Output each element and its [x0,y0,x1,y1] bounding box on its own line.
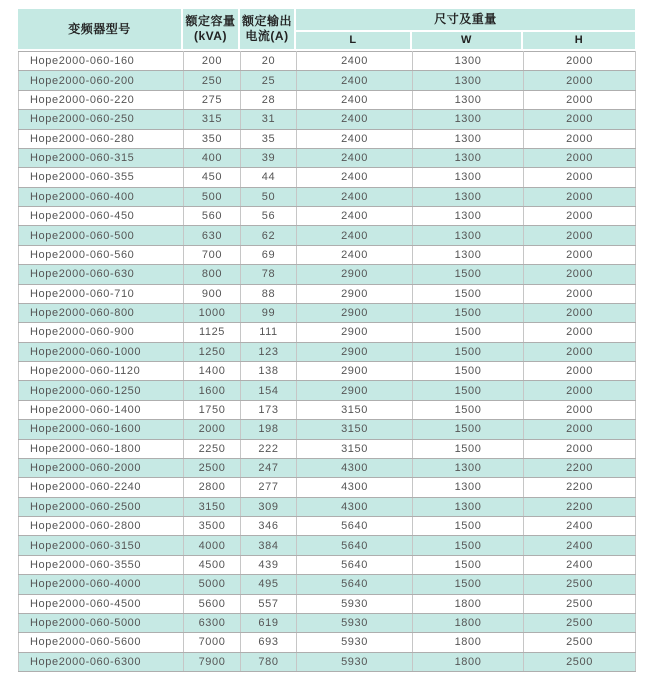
cell-h: 2000 [524,303,636,322]
cell-w: 1300 [413,497,524,516]
cell-model: Hope2000-060-560 [19,245,184,264]
cell-l: 2400 [297,245,413,264]
cell-amps: 138 [241,362,297,381]
cell-h: 2500 [524,594,636,613]
cell-l: 2400 [297,110,413,129]
table-body [19,52,636,672]
cell-w: 1500 [413,517,524,536]
table-row [19,400,636,419]
cell-w: 1500 [413,555,524,574]
cell-amps: 222 [241,439,297,458]
table-row [19,148,636,167]
cell-kva: 1000 [184,303,241,322]
cell-l: 5640 [297,555,413,574]
cell-w: 1300 [413,71,524,90]
cell-l: 2900 [297,303,413,322]
cell-l: 5640 [297,536,413,555]
header-capacity-line1: 额定容量 [185,14,236,28]
table-row [19,458,636,477]
cell-kva: 1250 [184,342,241,361]
cell-l: 2400 [297,168,413,187]
cell-kva: 3150 [184,497,241,516]
cell-amps: 50 [241,187,297,206]
cell-l: 2900 [297,323,413,342]
cell-w: 1300 [413,458,524,477]
cell-amps: 693 [241,633,297,652]
cell-kva: 7900 [184,652,241,671]
table-row [19,110,636,129]
cell-w: 1300 [413,478,524,497]
cell-model: Hope2000-060-900 [19,323,184,342]
cell-kva: 400 [184,148,241,167]
cell-amps: 619 [241,613,297,632]
cell-h: 2000 [524,52,636,71]
header-length: L [296,32,410,49]
cell-l: 5640 [297,517,413,536]
header-current-line2: 电流(A) [245,29,289,43]
cell-model: Hope2000-060-160 [19,52,184,71]
table-row [19,478,636,497]
cell-w: 1500 [413,536,524,555]
cell-h: 2000 [524,71,636,90]
cell-model: Hope2000-060-200 [19,71,184,90]
cell-amps: 495 [241,575,297,594]
cell-h: 2500 [524,575,636,594]
cell-kva: 900 [184,284,241,303]
cell-amps: 99 [241,303,297,322]
cell-amps: 277 [241,478,297,497]
cell-l: 3150 [297,420,413,439]
cell-amps: 557 [241,594,297,613]
cell-h: 2000 [524,226,636,245]
cell-amps: 247 [241,458,297,477]
cell-h: 2200 [524,458,636,477]
cell-model: Hope2000-060-1120 [19,362,184,381]
cell-amps: 28 [241,90,297,109]
cell-w: 1500 [413,303,524,322]
cell-h: 2000 [524,362,636,381]
cell-amps: 88 [241,284,297,303]
cell-model: Hope2000-060-4000 [19,575,184,594]
cell-amps: 154 [241,381,297,400]
header-current [240,9,294,49]
table-row [19,323,636,342]
table-row [19,265,636,284]
cell-l: 2400 [297,226,413,245]
cell-h: 2000 [524,342,636,361]
cell-l: 2900 [297,362,413,381]
cell-h: 2000 [524,420,636,439]
table-row [19,497,636,516]
cell-h: 2000 [524,323,636,342]
table-row [19,90,636,109]
cell-model: Hope2000-060-1400 [19,400,184,419]
cell-model: Hope2000-060-1600 [19,420,184,439]
cell-l: 3150 [297,400,413,419]
cell-w: 1300 [413,148,524,167]
cell-w: 1500 [413,265,524,284]
cell-kva: 1400 [184,362,241,381]
cell-amps: 439 [241,555,297,574]
cell-model: Hope2000-060-1250 [19,381,184,400]
table-row [19,187,636,206]
cell-model: Hope2000-060-630 [19,265,184,284]
cell-w: 1300 [413,226,524,245]
cell-w: 1300 [413,207,524,226]
cell-kva: 5000 [184,575,241,594]
cell-amps: 198 [241,420,297,439]
cell-w: 1500 [413,362,524,381]
cell-amps: 78 [241,265,297,284]
table-row [19,303,636,322]
cell-w: 1500 [413,400,524,419]
cell-kva: 4000 [184,536,241,555]
spec-table [18,9,635,672]
cell-kva: 450 [184,168,241,187]
header-height: H [523,32,635,49]
cell-h: 2400 [524,517,636,536]
table-row [19,207,636,226]
cell-model: Hope2000-060-2800 [19,517,184,536]
cell-l: 2900 [297,265,413,284]
cell-kva: 2500 [184,458,241,477]
cell-model: Hope2000-060-280 [19,129,184,148]
table-row [19,342,636,361]
cell-amps: 780 [241,652,297,671]
cell-l: 2900 [297,381,413,400]
cell-w: 1300 [413,129,524,148]
cell-h: 2200 [524,497,636,516]
cell-amps: 25 [241,71,297,90]
cell-amps: 123 [241,342,297,361]
cell-model: Hope2000-060-315 [19,148,184,167]
cell-w: 1500 [413,323,524,342]
cell-h: 2000 [524,110,636,129]
cell-h: 2000 [524,400,636,419]
cell-model: Hope2000-060-355 [19,168,184,187]
cell-kva: 200 [184,52,241,71]
cell-w: 1500 [413,342,524,361]
cell-amps: 111 [241,323,297,342]
cell-w: 1500 [413,439,524,458]
table-row [19,71,636,90]
cell-l: 4300 [297,478,413,497]
cell-h: 2200 [524,478,636,497]
cell-kva: 4500 [184,555,241,574]
cell-amps: 56 [241,207,297,226]
table-row [19,575,636,594]
cell-amps: 384 [241,536,297,555]
cell-h: 2000 [524,439,636,458]
table-row [19,633,636,652]
cell-kva: 700 [184,245,241,264]
cell-l: 2400 [297,148,413,167]
cell-h: 2000 [524,148,636,167]
cell-model: Hope2000-060-250 [19,110,184,129]
cell-model: Hope2000-060-1000 [19,342,184,361]
cell-model: Hope2000-060-3550 [19,555,184,574]
table-row [19,381,636,400]
cell-model: Hope2000-060-500 [19,226,184,245]
cell-h: 2500 [524,613,636,632]
cell-model: Hope2000-060-800 [19,303,184,322]
cell-h: 2000 [524,90,636,109]
header-dimensions: 尺寸及重量 [296,9,635,30]
header-model: 变频器型号 [18,9,181,49]
cell-model: Hope2000-060-4500 [19,594,184,613]
cell-model: Hope2000-060-2240 [19,478,184,497]
table-row [19,555,636,574]
cell-l: 2400 [297,187,413,206]
cell-l: 2400 [297,207,413,226]
cell-amps: 346 [241,517,297,536]
cell-amps: 62 [241,226,297,245]
cell-model: Hope2000-060-710 [19,284,184,303]
cell-w: 1800 [413,633,524,652]
cell-w: 1500 [413,575,524,594]
cell-w: 1800 [413,594,524,613]
cell-l: 5930 [297,633,413,652]
cell-model: Hope2000-060-2000 [19,458,184,477]
cell-kva: 275 [184,90,241,109]
cell-l: 2400 [297,90,413,109]
table-row [19,245,636,264]
cell-kva: 7000 [184,633,241,652]
cell-l: 3150 [297,439,413,458]
cell-model: Hope2000-060-6300 [19,652,184,671]
cell-h: 2000 [524,284,636,303]
cell-kva: 560 [184,207,241,226]
cell-amps: 31 [241,110,297,129]
cell-kva: 2250 [184,439,241,458]
cell-l: 2900 [297,342,413,361]
cell-h: 2000 [524,265,636,284]
cell-w: 1300 [413,110,524,129]
cell-model: Hope2000-060-5000 [19,613,184,632]
cell-h: 2000 [524,129,636,148]
cell-amps: 44 [241,168,297,187]
cell-model: Hope2000-060-450 [19,207,184,226]
cell-kva: 630 [184,226,241,245]
table-row [19,362,636,381]
cell-h: 2000 [524,381,636,400]
cell-amps: 69 [241,245,297,264]
cell-h: 2500 [524,633,636,652]
cell-h: 2400 [524,555,636,574]
table-body-grid [18,51,636,672]
cell-l: 4300 [297,458,413,477]
table-row [19,284,636,303]
cell-kva: 3500 [184,517,241,536]
cell-kva: 5600 [184,594,241,613]
cell-model: Hope2000-060-220 [19,90,184,109]
cell-amps: 39 [241,148,297,167]
cell-amps: 173 [241,400,297,419]
header-capacity-line2: (kVA) [194,29,227,43]
cell-h: 2000 [524,187,636,206]
cell-model: Hope2000-060-3150 [19,536,184,555]
cell-w: 1300 [413,90,524,109]
cell-w: 1800 [413,652,524,671]
cell-h: 2000 [524,245,636,264]
cell-kva: 6300 [184,613,241,632]
header-capacity [183,9,238,49]
cell-amps: 35 [241,129,297,148]
table-row [19,226,636,245]
cell-model: Hope2000-060-5600 [19,633,184,652]
cell-kva: 1750 [184,400,241,419]
cell-kva: 315 [184,110,241,129]
cell-model: Hope2000-060-1800 [19,439,184,458]
cell-l: 5930 [297,652,413,671]
cell-l: 5930 [297,613,413,632]
cell-w: 1800 [413,613,524,632]
cell-kva: 500 [184,187,241,206]
table-header [18,9,635,49]
cell-w: 1300 [413,187,524,206]
table-row [19,129,636,148]
table-row [19,517,636,536]
cell-l: 5930 [297,594,413,613]
table-row [19,594,636,613]
cell-h: 2000 [524,168,636,187]
table-row [19,420,636,439]
table-row [19,536,636,555]
cell-l: 4300 [297,497,413,516]
cell-h: 2400 [524,536,636,555]
header-width: W [412,32,521,49]
cell-kva: 350 [184,129,241,148]
cell-amps: 20 [241,52,297,71]
cell-l: 2400 [297,52,413,71]
cell-w: 1500 [413,284,524,303]
header-current-line1: 额定输出 [241,14,292,28]
cell-l: 2400 [297,129,413,148]
cell-w: 1300 [413,245,524,264]
table-row [19,168,636,187]
table-row [19,613,636,632]
cell-kva: 1125 [184,323,241,342]
cell-w: 1300 [413,52,524,71]
cell-w: 1500 [413,381,524,400]
table-row [19,52,636,71]
cell-kva: 2800 [184,478,241,497]
cell-w: 1300 [413,168,524,187]
cell-l: 2400 [297,71,413,90]
cell-model: Hope2000-060-400 [19,187,184,206]
cell-kva: 250 [184,71,241,90]
cell-w: 1500 [413,420,524,439]
cell-amps: 309 [241,497,297,516]
cell-model: Hope2000-060-2500 [19,497,184,516]
cell-l: 2900 [297,284,413,303]
cell-h: 2500 [524,652,636,671]
cell-kva: 2000 [184,420,241,439]
table-row [19,652,636,671]
cell-h: 2000 [524,207,636,226]
cell-kva: 1600 [184,381,241,400]
table-row [19,439,636,458]
cell-l: 5640 [297,575,413,594]
cell-kva: 800 [184,265,241,284]
